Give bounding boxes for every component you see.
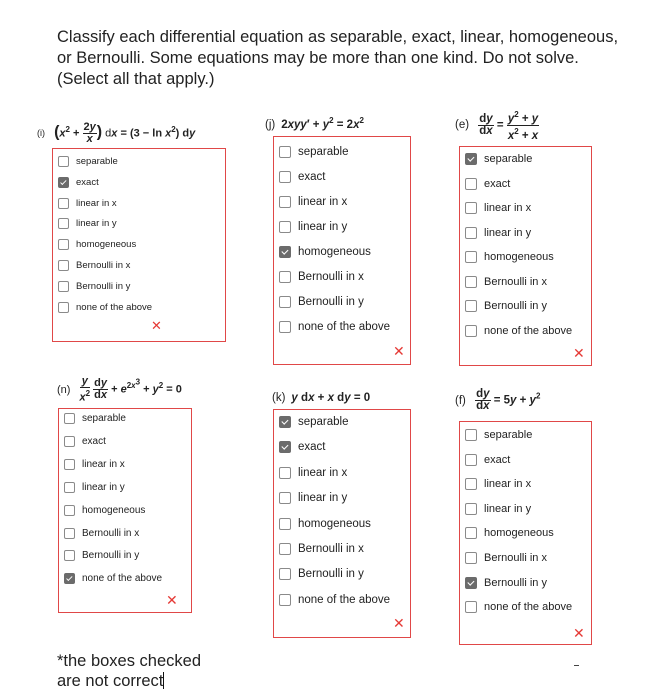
option-label: homogeneous [298, 517, 371, 530]
checkbox[interactable] [58, 239, 69, 250]
option-e-linear-in-y[interactable] [465, 227, 531, 239]
incorrect-x-icon: ✕ [573, 625, 585, 641]
checkbox[interactable] [465, 153, 477, 165]
option-label: Bernoulli in y [76, 280, 131, 292]
option-label: separable [298, 416, 349, 428]
option-label: homogeneous [76, 239, 137, 251]
option-label: none of the above [82, 573, 163, 585]
option-label: homogeneous [298, 246, 371, 258]
equation-j: (j) $2xyy' + y^2 = 2x^2$ [265, 116, 364, 131]
checkbox[interactable] [64, 528, 75, 539]
checkbox[interactable] [64, 550, 75, 561]
incorrect-x-icon: ✕ [393, 615, 405, 631]
option-label: linear in y [76, 218, 117, 230]
option-k-homogeneous[interactable] [279, 518, 371, 530]
checkbox[interactable] [279, 171, 291, 183]
option-label: exact [298, 171, 326, 183]
equation-n: (n) $\frac{y}{x^2}$ $\frac{dy}{dx}$ + $e^{2x^3} + y^2 = 0$ [57, 375, 182, 404]
option-i-linear-in-x[interactable] [58, 198, 117, 209]
option-e-bernoulli-in-y[interactable] [465, 300, 547, 312]
checkbox[interactable] [279, 146, 291, 158]
checkbox[interactable] [58, 302, 69, 313]
incorrect-x-icon: ✕ [166, 592, 178, 608]
option-label: separable [82, 413, 126, 424]
option-n-bernoulli-in-y[interactable] [64, 550, 139, 561]
option-label: Bernoulli in y [82, 550, 140, 562]
option-k-linear-in-x[interactable] [279, 467, 347, 479]
option-j-bernoulli-in-y[interactable] [279, 296, 364, 308]
footnote-line-2: are not correct [57, 672, 164, 690]
checkbox[interactable] [279, 594, 291, 606]
option-label: none of the above [298, 321, 391, 333]
checkbox[interactable] [465, 325, 477, 337]
checkbox[interactable] [465, 227, 477, 239]
option-i-separable[interactable] [58, 156, 118, 167]
checkbox[interactable] [279, 518, 291, 530]
problem-label-i: (i) [37, 128, 45, 139]
option-f-linear-in-x[interactable] [465, 478, 531, 490]
checkbox[interactable] [64, 505, 75, 516]
option-label: Bernoulli in x [484, 552, 547, 564]
option-label: linear in y [82, 481, 125, 493]
option-label: exact [76, 176, 99, 188]
option-label: Bernoulli in y [484, 300, 547, 312]
option-label: none of the above [76, 301, 153, 313]
option-e-bernoulli-in-x[interactable] [465, 276, 547, 288]
problem-label-k: (k) [272, 392, 286, 404]
incorrect-x-icon: ✕ [573, 345, 585, 361]
checkbox[interactable] [465, 429, 477, 441]
option-n-linear-in-y[interactable] [64, 482, 125, 493]
checkbox[interactable] [279, 416, 291, 428]
option-label: separable [76, 156, 118, 167]
dash-mark [574, 665, 579, 666]
option-label: linear in x [484, 202, 532, 214]
option-label: Bernoulli in x [76, 260, 131, 271]
option-f-separable[interactable] [465, 429, 532, 441]
option-label: separable [484, 429, 533, 441]
option-label: linear in x [298, 196, 348, 208]
option-f-none-of-the-above[interactable] [465, 601, 572, 613]
option-label: Bernoulli in x [82, 527, 140, 539]
checkbox[interactable] [279, 492, 291, 504]
option-n-bernoulli-in-x[interactable] [64, 528, 139, 539]
option-k-bernoulli-in-y[interactable] [279, 568, 364, 580]
option-k-none-of-the-above[interactable] [279, 594, 390, 606]
option-label: linear in x [298, 466, 348, 479]
checkbox[interactable] [58, 281, 69, 292]
checkbox[interactable] [279, 441, 291, 453]
option-j-linear-in-y[interactable] [279, 221, 347, 233]
option-n-separable[interactable] [64, 413, 126, 424]
option-j-bernoulli-in-x[interactable] [279, 271, 364, 283]
option-label: separable [484, 153, 533, 165]
checkbox[interactable] [58, 156, 69, 167]
checkbox[interactable] [64, 573, 75, 584]
option-e-linear-in-x[interactable] [465, 202, 531, 214]
option-i-linear-in-y[interactable] [58, 218, 117, 229]
option-e-homogeneous[interactable] [465, 251, 554, 263]
checkbox[interactable] [465, 478, 477, 490]
option-label: linear in x [82, 458, 125, 470]
option-j-separable[interactable] [279, 146, 349, 158]
option-label: separable [298, 146, 349, 158]
option-k-linear-in-y[interactable] [279, 492, 347, 504]
checkbox[interactable] [64, 413, 75, 424]
checkbox[interactable] [465, 251, 477, 263]
checkbox[interactable] [64, 482, 75, 493]
option-j-exact[interactable] [279, 171, 326, 183]
checkbox[interactable] [279, 196, 291, 208]
option-j-homogeneous[interactable] [279, 246, 371, 258]
checkbox[interactable] [465, 552, 477, 564]
option-label: none of the above [484, 601, 573, 614]
checkbox[interactable] [465, 527, 477, 539]
checkbox[interactable] [465, 202, 477, 214]
checkbox[interactable] [58, 198, 69, 209]
checkbox[interactable] [64, 459, 75, 470]
option-f-exact[interactable] [465, 454, 510, 466]
option-label: exact [484, 453, 511, 466]
equation-f: (f) $\frac{dy}{dx}$ = $5y + y^2$ [455, 388, 541, 412]
equation-e: (e) $\frac{dy}{dx}$ = $\frac{y^2 + y}{x^2 + x}$ [455, 110, 539, 142]
option-e-separable[interactable] [465, 153, 532, 165]
option-i-homogeneous[interactable] [58, 239, 136, 250]
option-label: linear in x [76, 197, 117, 209]
checkbox[interactable] [279, 321, 291, 333]
option-f-bernoulli-in-x[interactable] [465, 552, 547, 564]
checkbox[interactable] [279, 467, 291, 479]
incorrect-x-icon: ✕ [393, 343, 405, 359]
option-label: none of the above [298, 593, 391, 606]
option-label: Bernoulli in y [298, 568, 364, 581]
problem-label-n: (n) [57, 383, 71, 396]
checkbox[interactable] [465, 503, 477, 515]
equation-k: (k) y dx + x dy = 0 [272, 392, 371, 404]
option-f-linear-in-y[interactable] [465, 503, 531, 515]
equation-i: (i) ($x^2$ + $\frac{2y}{x}$ ) dx = $(3 - \ln x^2)$ dy [37, 121, 196, 145]
option-label: exact [298, 441, 326, 454]
option-n-linear-in-x[interactable] [64, 459, 125, 470]
option-label: Bernoulli in x [484, 275, 547, 288]
option-i-none-of-the-above[interactable] [58, 302, 152, 313]
option-k-separable[interactable] [279, 416, 349, 428]
option-e-exact[interactable] [465, 178, 510, 190]
option-label: linear in y [298, 492, 348, 505]
checkbox[interactable] [279, 271, 291, 283]
checkbox[interactable] [58, 218, 69, 229]
text-cursor [163, 672, 164, 689]
checkbox[interactable] [465, 300, 477, 312]
option-j-linear-in-x[interactable] [279, 196, 347, 208]
checkbox[interactable] [58, 260, 69, 271]
checkbox[interactable] [279, 246, 291, 258]
option-label: Bernoulli in x [298, 271, 364, 283]
option-label: linear in x [484, 478, 532, 491]
checkbox[interactable] [465, 276, 477, 288]
option-label: linear in y [484, 502, 532, 515]
checkbox[interactable] [279, 543, 291, 555]
option-n-none-of-the-above[interactable] [64, 573, 162, 584]
problem-label-j: (j) [265, 118, 276, 131]
checkbox[interactable] [64, 436, 75, 447]
option-f-bernoulli-in-y[interactable] [465, 577, 547, 589]
checkbox[interactable] [465, 577, 477, 589]
option-label: linear in y [298, 221, 348, 233]
option-k-exact[interactable] [279, 441, 326, 453]
option-k-bernoulli-in-x[interactable] [279, 543, 364, 555]
option-label: Bernoulli in y [484, 576, 547, 589]
problem-label-f: (f) [455, 394, 466, 407]
option-n-exact[interactable] [64, 436, 106, 447]
option-label: exact [484, 177, 511, 190]
option-label: homogeneous [484, 251, 554, 263]
option-i-bernoulli-in-y[interactable] [58, 281, 130, 292]
option-label: Bernoulli in x [298, 543, 364, 555]
option-label: homogeneous [484, 527, 554, 540]
incorrect-x-icon: ✕ [151, 318, 162, 333]
checkbox[interactable] [465, 601, 477, 613]
checkbox[interactable] [279, 296, 291, 308]
option-f-homogeneous[interactable] [465, 527, 554, 539]
option-i-bernoulli-in-x[interactable] [58, 260, 130, 271]
instructions: Classify each differential equation as separable, exact, linear, homogeneous, or Bernoulli. Some equations may be more than one kind. Do not solve. (Select all that apply.) [57, 28, 619, 88]
checkbox[interactable] [279, 221, 291, 233]
checkbox[interactable] [279, 568, 291, 580]
option-label: Bernoulli in y [298, 296, 364, 308]
option-label: homogeneous [82, 504, 146, 516]
problem-label-e: (e) [455, 119, 470, 132]
option-i-exact[interactable] [58, 177, 99, 188]
option-label: none of the above [484, 324, 573, 337]
option-n-homogeneous[interactable] [64, 505, 145, 516]
checkbox[interactable] [58, 177, 69, 188]
option-label: linear in y [484, 226, 532, 239]
footnote-line-1: *the boxes checked [57, 652, 202, 670]
checkbox[interactable] [465, 178, 477, 190]
option-label: exact [82, 435, 106, 447]
option-j-none-of-the-above[interactable] [279, 321, 390, 333]
footnote [57, 651, 201, 691]
option-e-none-of-the-above[interactable] [465, 325, 572, 337]
checkbox[interactable] [465, 454, 477, 466]
